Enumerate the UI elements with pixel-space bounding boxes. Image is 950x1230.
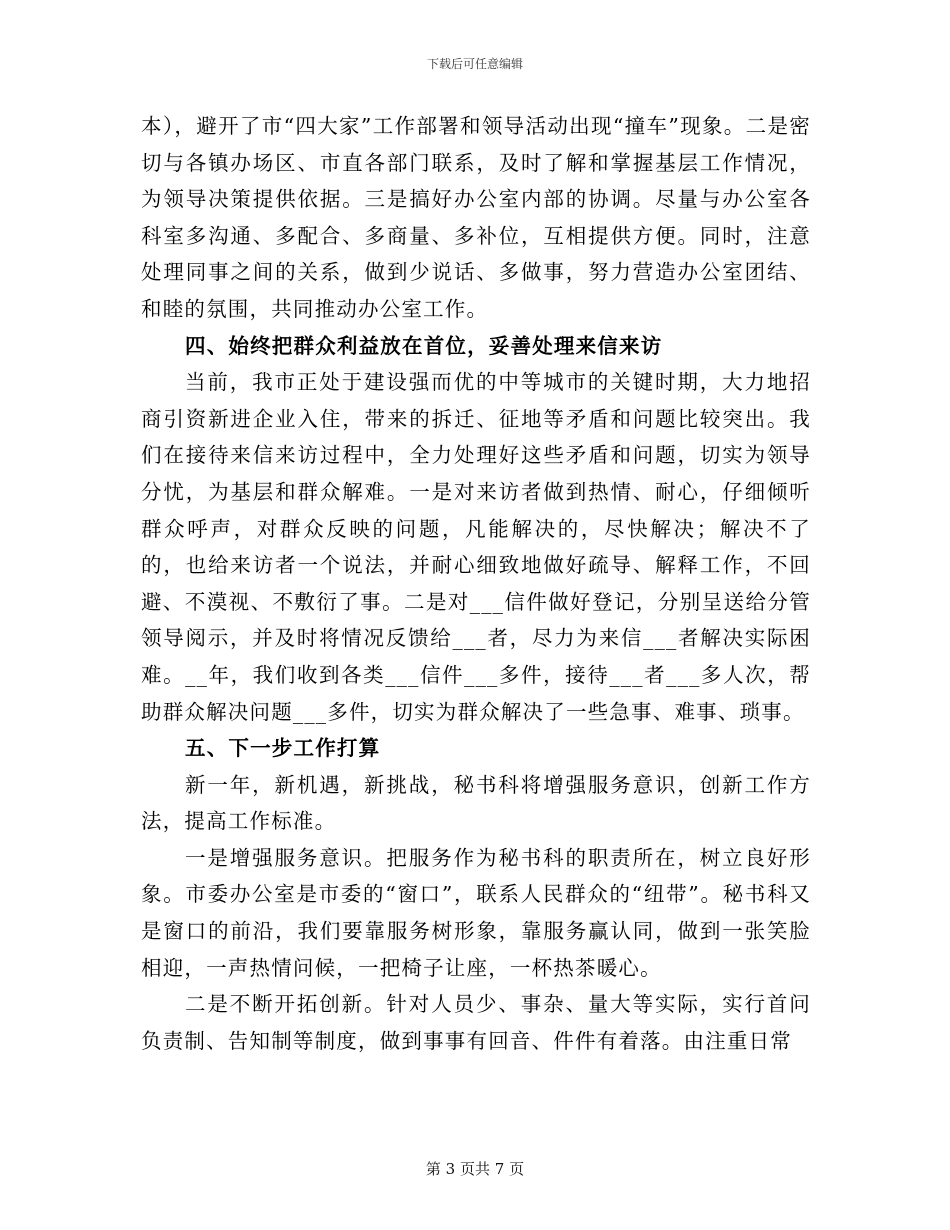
page-footer: 第 3 页共 7 页 [425,1160,525,1178]
paragraph-continuation: 本），避开了市“四大家”工作部署和领导活动出现“撞车”现象。二是密切与各镇办场区、市直各部门联系，及时了解和掌握基层工作情况，为领导决策提供依据。三是搞好办公室内部的协调。尽量与办公室各科室多沟通、多配合、多商量、多补位，互相提供方便。同时，注意处理同事之间的关系，做到少说话、多做事，努力营造办公室团结、和睦的氛围，共同推动办公室工作。 [141,114,811,321]
page-header: 下载后可任意编辑 [426,57,523,71]
paragraph-letters-visits: 当前，我市正处于建设强而优的中等城市的关键时期，大力地招商引资新进企业入住，带来的拆迁、征地等矛盾和问题比较突出。我们在接待来信来访过程中，全力处理好这些矛盾和问题，切实为领导分忧，为基层和群众解难。一是对来访者做到热情、耐心，仔细倾听群众呼声，对群众反映的问题，凡能解决的，尽快解决；解决不了的，也给来访者一个说法，并耐心细致地做好疏导、解释工作，不回避、不漠视、不敷衍了事。二是对___信件做好登记，分别呈送给分管领导阅示，并及时将情况反馈给___者，尽力为来信___者解决实际困难。__年，我们收到各类___信件___多件，接待___者___多人次，帮助群众解决问题___多件，切实为群众解决了一些急事、难事、琐事。 [141,370,811,724]
paragraph-service-awareness: 一是增强服务意识。把服务作为秘书科的职责所在，树立良好形象。市委办公室是市委的“窗口”，联系人民群众的“纽带”。秘书科又是窗口的前沿，我们要靠服务树形象，靠服务赢认同，做到一张笑脸相迎，一声热情问候，一把椅子让座，一杯热茶暖心。 [141,845,811,980]
paragraph-new-year: 新一年，新机遇，新挑战，秘书科将增强服务意识，创新工作方法，提高工作标准。 [141,772,811,834]
section-heading-5: 五、下一步工作打算 [185,736,381,761]
section-heading-4: 四、始终把群众利益放在首位，妥善处理来信来访 [185,333,663,358]
paragraph-innovation: 二是不断开拓创新。针对人员少、事杂、量大等实际，实行首问负责制、告知制等制度，做到事事有回音、件件有着落。由注重日常 [141,992,811,1053]
document-body [141,108,811,1059]
